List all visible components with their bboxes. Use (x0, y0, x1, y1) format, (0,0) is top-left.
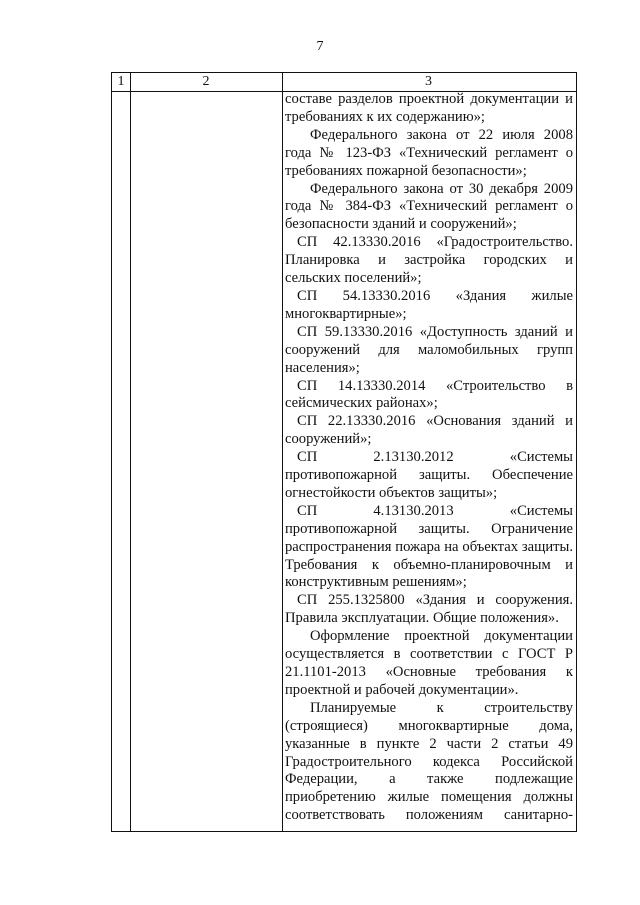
paragraph-sp-42: СП 42.13330.2016 «Градостроительство. Планировка и застройка городских и сельских поселений»; (285, 234, 573, 287)
paragraph-sp-54: СП 54.13330.2016 «Здания жилые многоквартирные»; (285, 287, 573, 322)
paragraph-sp-22: СП 22.13330.2016 «Основания зданий и сооружений»; (285, 413, 573, 448)
paragraph-gost: Оформление проектной документации осуществляется в соответствии с ГОСТ Р 21.1101-2013 «Основные требования к проектной и рабочей документации». (285, 628, 573, 698)
document-table (111, 72, 577, 832)
column-divider-2 (282, 73, 283, 831)
header-col-1: 1 (117, 74, 125, 89)
paragraph-planned-houses: Планируемые к строительству (строящиеся) многоквартирные дома, указанные в пункте 2 части 2 статьи 49 Градостроительного кодекса Российской Федерации, а также подлежащие приобретению жилые помещения должны соответствовать положениям санитарно- (285, 699, 573, 824)
paragraph-sp-4: СП 4.13130.2013 «Системы противопожарной защиты. Ограничение распространения пожара на объектах защиты. Требования к объемно-планировочным и конструктивным решениям»; (285, 502, 573, 591)
column-divider-1 (130, 73, 131, 831)
paragraph-law-123: Федерального закона от 22 июля 2008 года № 123-ФЗ «Технический регламент о требованиях пожарной безопасности»; (285, 126, 573, 179)
page-number: 7 (316, 39, 324, 54)
header-col-3: 3 (425, 74, 432, 89)
paragraph-sp-14: СП 14.13330.2014 «Строительство в сейсмических районах»; (285, 377, 573, 412)
header-col-2: 2 (202, 74, 210, 89)
paragraph-continuation: составе разделов проектной документации и требованиях к их содержанию»; (285, 91, 573, 125)
paragraph-law-384: Федерального закона от 30 декабря 2009 года № 384-ФЗ «Технический регламент о безопасности зданий и сооружений»; (285, 180, 573, 233)
paragraph-sp-2: СП 2.13130.2012 «Системы противопожарной защиты. Обеспечение огнестойкости объектов защиты»; (285, 449, 573, 501)
paragraph-sp-255: СП 255.1325800 «Здания и сооружения. Правила эксплуатации. Общие положения». (285, 592, 573, 627)
paragraph-sp-59: СП 59.13330.2016 «Доступность зданий и сооружений для маломобильных групп населения»; (285, 323, 573, 376)
column-3-content (285, 91, 573, 825)
table-header-row (112, 73, 576, 92)
